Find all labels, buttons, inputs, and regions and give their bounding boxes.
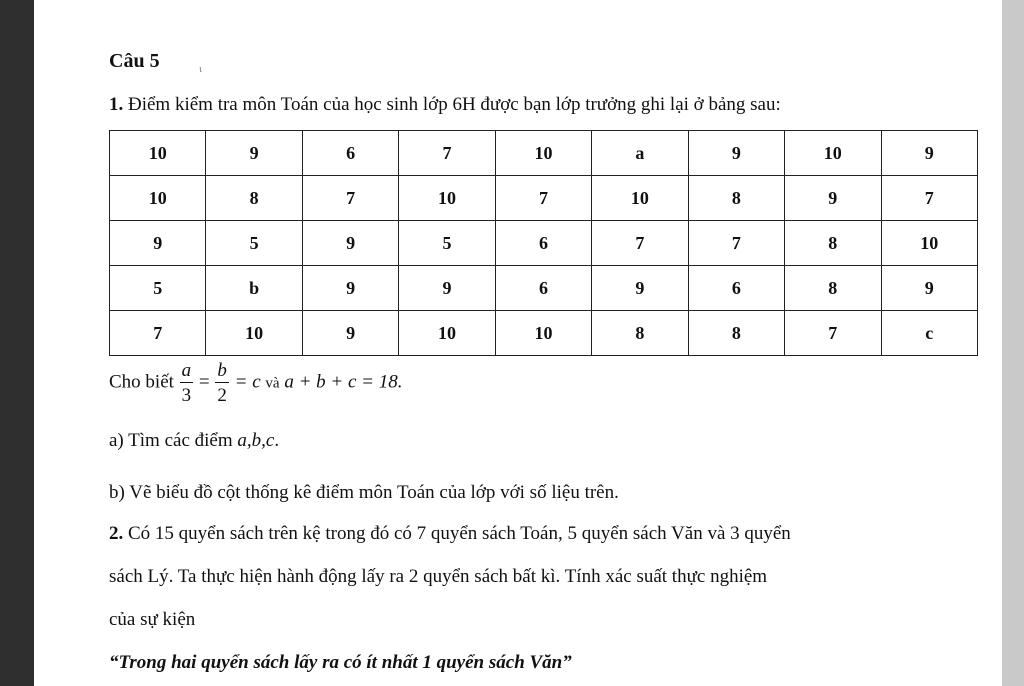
table-row [110,266,978,311]
frac1-denominator: 3 [181,385,192,406]
task-a [109,430,279,452]
table-cell: 9 [302,221,398,266]
table-cell: 7 [110,311,206,356]
table-cell: 7 [399,131,495,176]
table-row [110,176,978,221]
table-row [110,221,978,266]
table-cell: 7 [688,221,784,266]
part1-intro: Điểm kiểm tra môn Toán của học sinh lớp 6H được bạn lớp trưởng ghi lại ở bảng sau: [128,94,781,115]
table-cell: 8 [592,311,688,356]
table-cell: 7 [881,176,978,221]
table-cell: 8 [785,266,881,311]
table-cell: 7 [592,221,688,266]
task-a-label: a) Tìm các điểm [109,430,233,451]
table-cell: 5 [110,266,206,311]
task-a-vars: a,b,c [237,430,275,451]
table-cell: 6 [302,131,398,176]
table-cell: 10 [495,311,591,356]
table-cell: 6 [495,221,591,266]
given-prefix: Cho biết [109,371,174,393]
part1-intro-line [109,94,781,116]
table-cell: 9 [110,221,206,266]
table-row [110,131,978,176]
frac2-numerator: b [217,360,227,381]
table-cell: 7 [302,176,398,221]
table-cell: 9 [302,266,398,311]
table-cell: 10 [110,176,206,221]
table-cell: 10 [785,131,881,176]
given-condition: Cho biết $\frac{a}{3}$ = $\frac{b}{2}$ = c và a + b + c = 18. [109,360,403,406]
part2-line3: của sự kiện [109,609,196,630]
table-cell: 9 [881,266,978,311]
table-cell: 10 [110,131,206,176]
left-page-edge [0,0,34,686]
table-cell: 10 [881,221,978,266]
table-cell: 6 [688,266,784,311]
table-cell: 10 [206,311,302,356]
scores-table [109,130,978,356]
table-cell: 5 [206,221,302,266]
table-cell: 8 [206,176,302,221]
table-cell: 8 [785,221,881,266]
table-cell: 9 [881,131,978,176]
table-cell: 9 [785,176,881,221]
part2-line1-text: Có 15 quyển sách trên kệ trong đó có 7 quyển sách Toán, 5 quyển sách Văn và 3 quyển [128,523,791,544]
and-word: và [265,375,280,392]
equals-c: = c [234,371,261,393]
table-cell: c [881,311,978,356]
table-cell: 5 [399,221,495,266]
table-cell: 9 [206,131,302,176]
table-cell: 9 [302,311,398,356]
table-cell: 9 [592,266,688,311]
table-cell: 9 [399,266,495,311]
question-title: Câu 5 [109,50,160,72]
table-cell: 8 [688,311,784,356]
event-statement: “Trong hai quyển sách lấy ra có ít nhất 1 quyển sách Văn” [109,652,572,673]
table-cell: 10 [495,131,591,176]
part2-line2: sách Lý. Ta thực hiện hành động lấy ra 2 quyển sách bất kì. Tính xác suất thực nghiệm [109,566,768,587]
fraction-a-over-3 [180,361,194,405]
table-cell: 8 [688,176,784,221]
part2-number: 2. [109,523,124,544]
table-cell: a [592,131,688,176]
table-cell: 6 [495,266,591,311]
frac1-numerator: a [181,360,192,381]
table-cell: 10 [592,176,688,221]
stray-mark: ι [199,63,202,75]
part2-line1 [109,523,791,545]
table-cell: 10 [399,176,495,221]
frac2-denominator: 2 [217,385,227,406]
sum-equation: a + b + c = 18. [284,371,403,393]
part1-number: 1. [109,94,124,115]
table-cell: 7 [785,311,881,356]
table-cell: 9 [688,131,784,176]
table-row [110,311,978,356]
fraction-b-over-2 [215,361,229,405]
table-cell: b [206,266,302,311]
table-cell: 7 [495,176,591,221]
right-page-edge [1002,0,1024,686]
task-a-end: . [274,430,280,451]
table-cell: 10 [399,311,495,356]
task-b: b) Vẽ biểu đồ cột thống kê điểm môn Toán của lớp với số liệu trên. [109,482,619,503]
